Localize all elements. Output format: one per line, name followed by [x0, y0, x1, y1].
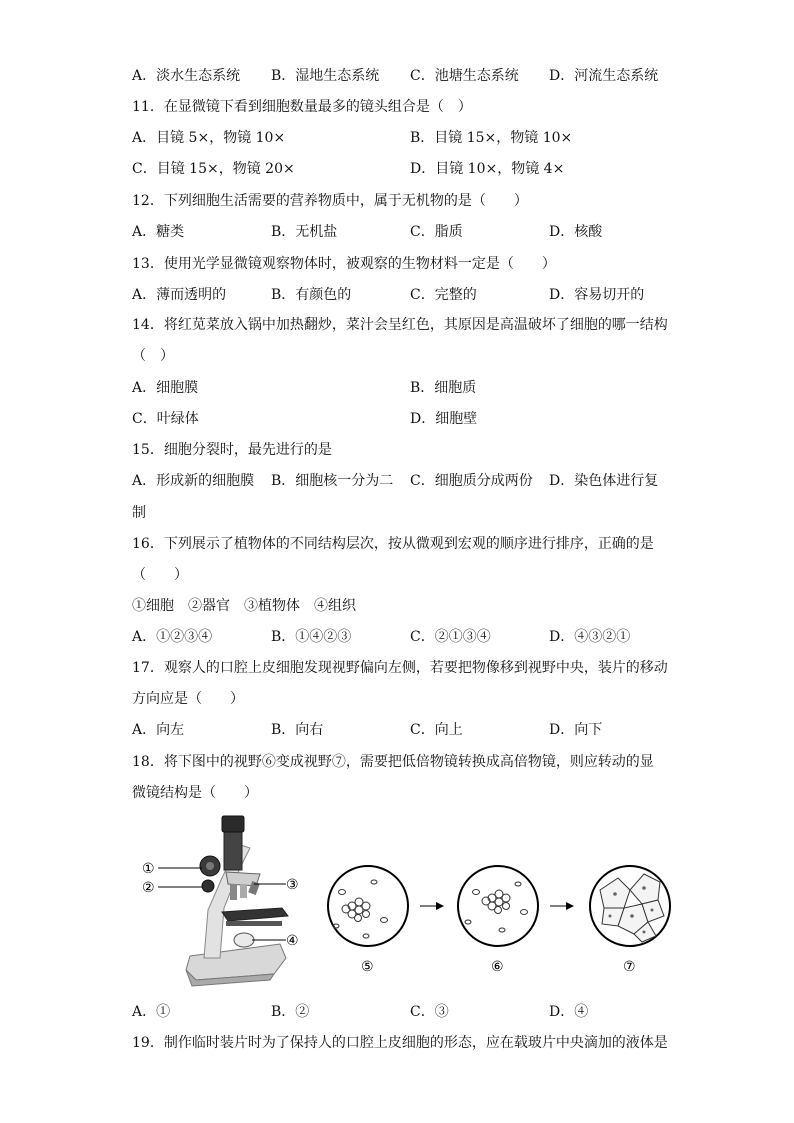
answer-option[interactable]: D．细胞壁 [410, 411, 478, 427]
answer-option[interactable]: C．细胞质分成两份 [410, 473, 533, 489]
question-line [0, 998, 794, 1026]
question-line [0, 93, 794, 121]
question-line [0, 561, 794, 589]
answer-option[interactable]: B．细胞质 [410, 380, 477, 396]
answer-option[interactable]: D．核酸 [549, 224, 603, 240]
view-6-circle [458, 866, 538, 946]
answer-option[interactable]: C．②①③④ [410, 629, 491, 645]
question-line [0, 187, 794, 215]
answer-option[interactable]: A．细胞膜 [132, 380, 199, 396]
answer-option[interactable]: B．湿地生态系统 [271, 68, 380, 84]
question-text: 微镜结构是（ ） [132, 785, 258, 801]
question-line [0, 250, 794, 278]
question-line [0, 342, 794, 370]
question-line [0, 499, 794, 527]
answer-option[interactable]: C．叶绿体 [132, 411, 199, 427]
answer-option[interactable]: A．①②③④ [132, 629, 213, 645]
question-text: 制 [132, 505, 146, 521]
answer-option[interactable]: C．③ [410, 1004, 449, 1020]
question-line [0, 218, 794, 246]
answer-option[interactable]: B．目镜 15×，物镜 10× [410, 130, 573, 146]
question-line [0, 405, 794, 433]
microscope-figure [130, 808, 690, 988]
question-text: 15．细胞分裂时，最先进行的是 [132, 442, 332, 458]
answer-option[interactable]: C．目镜 15×，物镜 20× [132, 161, 295, 177]
question-text: （ ） [132, 567, 188, 583]
callout-3: ③ [286, 877, 299, 893]
answer-option[interactable]: D．河流生态系统 [549, 68, 659, 84]
question-line [0, 779, 794, 807]
question-text: （ ） [132, 348, 174, 364]
answer-option[interactable]: A．糖类 [132, 224, 185, 240]
question-line [0, 436, 794, 464]
answer-option[interactable]: C．脂质 [410, 224, 463, 240]
question-text: 11．在显微镜下看到细胞数量最多的镜头组合是（ ） [132, 99, 472, 115]
callout-4: ④ [286, 933, 299, 949]
figure-svg [130, 808, 690, 988]
question-line [0, 62, 794, 90]
answer-option[interactable]: B．② [271, 1004, 310, 1020]
view-5-label: ⑤ [361, 959, 374, 975]
question-text: 14．将红苋菜放入锅中加热翻炒，菜汁会呈红色，其原因是高温破坏了细胞的哪一结构 [132, 317, 668, 333]
question-line [0, 716, 794, 744]
answer-option[interactable]: D．容易切开的 [549, 287, 645, 303]
answer-option[interactable]: A．目镜 5×，物镜 10× [132, 130, 286, 146]
answer-option[interactable]: C．池塘生态系统 [410, 68, 519, 84]
question-line [0, 467, 794, 495]
question-line [0, 374, 794, 402]
answer-option[interactable]: A．向左 [132, 722, 185, 738]
answer-option[interactable]: B．向右 [271, 722, 324, 738]
answer-option[interactable]: D．目镜 10×，物镜 4× [410, 161, 565, 177]
question-line [0, 530, 794, 558]
answer-option[interactable]: D．染色体进行复 [549, 473, 659, 489]
microscope-drawing [186, 816, 288, 986]
question-line [0, 592, 794, 620]
question-text: ①细胞 ②器官 ③植物体 ④组织 [132, 598, 356, 614]
question-line [0, 281, 794, 309]
answer-option[interactable]: C．向上 [410, 722, 463, 738]
question-text: 19．制作临时装片时为了保持人的口腔上皮细胞的形态，应在载玻片中央滴加的液体是 [132, 1035, 668, 1051]
answer-option[interactable]: A．形成新的细胞膜 [132, 473, 255, 489]
view-7-label: ⑦ [623, 959, 636, 975]
question-line [0, 124, 794, 152]
question-text: 16．下列展示了植物体的不同结构层次，按从微观到宏观的顺序进行排序，正确的是 [132, 536, 654, 552]
question-line [0, 748, 794, 776]
question-line [0, 685, 794, 713]
callout-1: ① [142, 861, 155, 877]
answer-option[interactable]: A．① [132, 1004, 171, 1020]
answer-option[interactable]: D．④③②① [549, 629, 631, 645]
answer-option[interactable]: B．①④②③ [271, 629, 352, 645]
question-line [0, 1029, 794, 1057]
answer-option[interactable]: C．完整的 [410, 287, 477, 303]
view-5-circle [328, 866, 408, 946]
answer-option[interactable]: B．无机盐 [271, 224, 338, 240]
view-7-circle [590, 866, 670, 946]
callout-2: ② [142, 880, 155, 896]
question-text: 12．下列细胞生活需要的营养物质中，属于无机物的是（ ） [132, 193, 528, 209]
question-text: 13．使用光学显微镜观察物体时，被观察的生物材料一定是（ ） [132, 256, 556, 272]
question-text: 18．将下图中的视野⑥变成视野⑦，需要把低倍物镜转换成高倍物镜，则应转动的显 [132, 754, 654, 770]
answer-option[interactable]: B．细胞核一分为二 [271, 473, 394, 489]
question-line [0, 623, 794, 651]
answer-option[interactable]: A．薄而透明的 [132, 287, 227, 303]
answer-option[interactable]: D．④ [549, 1004, 589, 1020]
answer-option[interactable]: D．向下 [549, 722, 603, 738]
question-line [0, 311, 794, 339]
answer-option[interactable]: A．淡水生态系统 [132, 68, 241, 84]
question-text: 17．观察人的口腔上皮细胞发现视野偏向左侧，若要把物像移到视野中央，装片的移动 [132, 660, 668, 676]
question-text: 方向应是（ ） [132, 691, 244, 707]
answer-option[interactable]: B．有颜色的 [271, 287, 352, 303]
question-line [0, 155, 794, 183]
view-6-label: ⑥ [491, 959, 504, 975]
question-line [0, 654, 794, 682]
